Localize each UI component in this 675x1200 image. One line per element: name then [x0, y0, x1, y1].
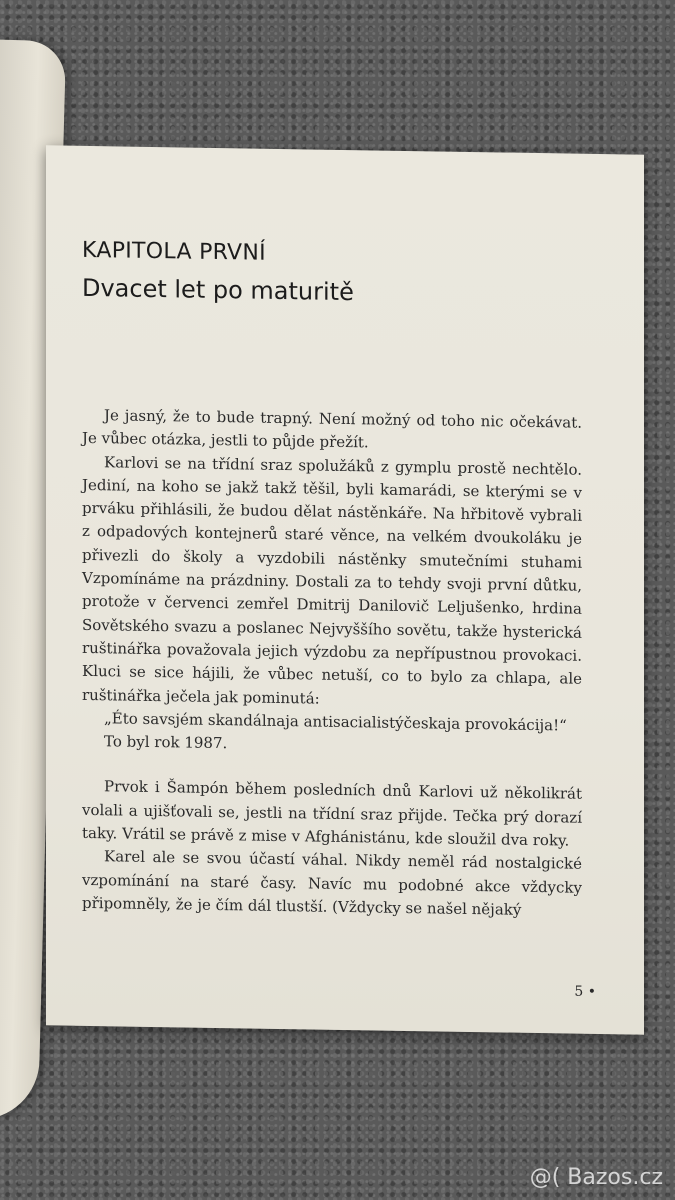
paragraph: To byl rok 1987.: [104, 732, 228, 753]
body-text: [82, 404, 582, 923]
paragraph: Karel ale se svou účastí váhal. Nikdy neměl rád nostalgické vzpomínání na staré časy. Navíc mu podobné akce vždycky připomněly, že je čím dál tlustší. (Vždycky se našel nějaký: [82, 847, 582, 919]
chapter-label: KAPITOLA PRVNÍ: [82, 237, 266, 266]
watermark: @( Bazos.cz: [529, 1165, 663, 1190]
book-page: [46, 145, 644, 1034]
paragraph: „Éto savsjém skandálnaja antisacialistýčeskaja provokácija!“: [104, 709, 567, 735]
page-number: 5 •: [574, 983, 596, 1000]
paragraph: Je jasný, že to bude trapný. Není možný od toho nic očekávat. Je vůbec otázka, jestli to půjde přežít.: [82, 406, 582, 452]
chapter-title: Dvacet let po maturitě: [82, 273, 354, 307]
paragraph: Prvok i Šampón během posledních dnů Karlovi už několikrát volali a ujišťovali se, jestli na třídní sraz přijde. Tečka prý dorazí taky. Vrátil se právě z mise v Afghánistánu, kde sloužil dva roky.: [82, 777, 582, 850]
paragraph: Karlovi se na třídní sraz spolužáků z gymplu prostě nechtělo. Jediní, na koho se jakž takž těšil, byli kamarádi, se kterými se v prváku přihlásili, že budou dělat nástěnkáře. Na hřbitově vybrali z odpadových kontejnerů staré věnce, na velkém dvoukoláku je přivezli do školy a vyzdobili nástěnky smutečními stuhami Vzpomínáme na prázdniny. Dostali za to tehdy svoji první důtku, protože v červenci zemřel Dmitrij Danilovič Leljušenko, hrdina Sovětského svazu a poslanec Nejvyššího sovětu, takže hysterická ruštinářka považovala jejich výzdobu za nepřípustnou provokaci. Kluci se sice hájili, že vůbec netuší, co to bylo za chlapa, ale ruštinářka ječela jak pominutá:: [82, 452, 582, 708]
